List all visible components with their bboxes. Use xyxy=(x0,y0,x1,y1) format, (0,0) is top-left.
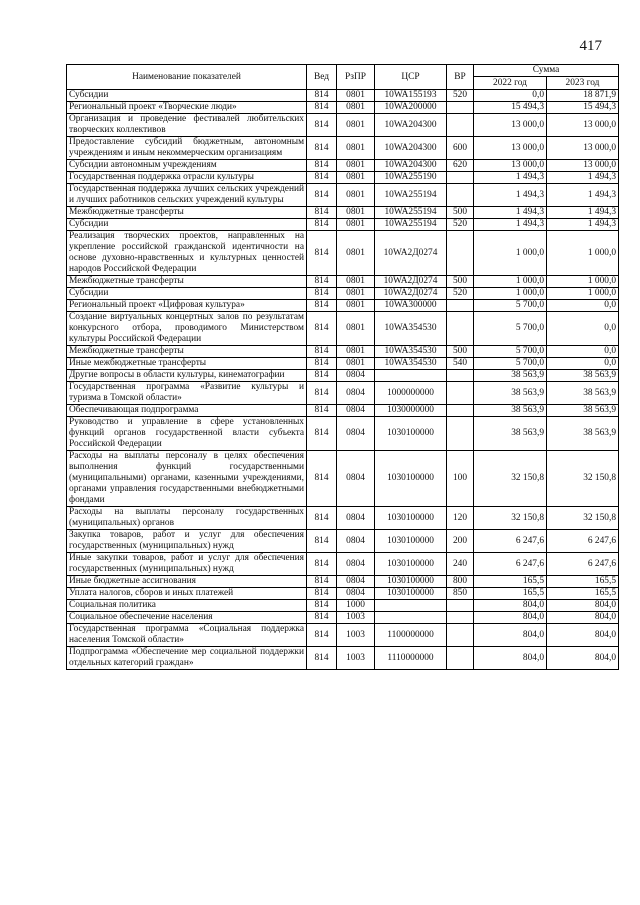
cell-2023: 13 000,0 xyxy=(547,137,619,160)
cell-name: Иные закупки товаров, работ и услуг для обеспечения государственных (муниципальных) нужд xyxy=(67,553,307,576)
cell-2022: 1 494,3 xyxy=(474,207,547,219)
cell-csr: 10WA155193 xyxy=(375,90,447,102)
cell-csr: 1100000000 xyxy=(375,624,447,647)
cell-csr: 1030100000 xyxy=(375,530,447,553)
cell-rzpr: 0801 xyxy=(337,312,375,346)
cell-2022: 804,0 xyxy=(474,600,547,612)
table-row xyxy=(67,184,619,207)
cell-ved: 814 xyxy=(307,600,337,612)
cell-2023: 0,0 xyxy=(547,346,619,358)
cell-2022: 5 700,0 xyxy=(474,300,547,312)
cell-name: Расходы на выплаты персоналу в целях обеспечения выполнения функций государственными (муниципальными) органами, казенными учреждениями, органами управления государственными внебюджетными фондами xyxy=(67,451,307,507)
cell-vr xyxy=(447,647,474,670)
cell-2023: 15 494,3 xyxy=(547,102,619,114)
cell-2022: 6 247,6 xyxy=(474,553,547,576)
table-header xyxy=(67,65,619,90)
cell-ved: 814 xyxy=(307,530,337,553)
cell-2022: 32 150,8 xyxy=(474,507,547,530)
budget-table xyxy=(66,64,619,670)
cell-vr: 520 xyxy=(447,219,474,231)
cell-rzpr: 1003 xyxy=(337,612,375,624)
cell-2022: 804,0 xyxy=(474,612,547,624)
cell-name: Уплата налогов, сборов и иных платежей xyxy=(67,588,307,600)
cell-name: Расходы на выплаты персоналу государственных (муниципальных) органов xyxy=(67,507,307,530)
table-row xyxy=(67,288,619,300)
cell-vr xyxy=(447,231,474,276)
cell-ved: 814 xyxy=(307,647,337,670)
cell-2023: 1 000,0 xyxy=(547,231,619,276)
header-year-2023: 2023 год xyxy=(547,77,619,90)
cell-rzpr: 0804 xyxy=(337,553,375,576)
cell-rzpr: 0801 xyxy=(337,172,375,184)
cell-vr xyxy=(447,102,474,114)
cell-csr xyxy=(375,370,447,382)
cell-csr: 10WA255194 xyxy=(375,207,447,219)
cell-2023: 38 563,9 xyxy=(547,417,619,451)
cell-ved: 814 xyxy=(307,90,337,102)
cell-2023: 804,0 xyxy=(547,647,619,670)
cell-csr: 10WA300000 xyxy=(375,300,447,312)
cell-2022: 15 494,3 xyxy=(474,102,547,114)
cell-rzpr: 0801 xyxy=(337,90,375,102)
header-rzpr: РзПР xyxy=(337,65,375,90)
cell-vr xyxy=(447,417,474,451)
cell-vr: 850 xyxy=(447,588,474,600)
cell-ved: 814 xyxy=(307,370,337,382)
cell-rzpr: 1000 xyxy=(337,600,375,612)
cell-vr: 100 xyxy=(447,451,474,507)
cell-name: Создание виртуальных концертных залов по результатам конкурсного отбора, проводимого Министерством культуры Российской Федерации xyxy=(67,312,307,346)
cell-ved: 814 xyxy=(307,172,337,184)
cell-csr: 1000000000 xyxy=(375,382,447,405)
cell-ved: 814 xyxy=(307,612,337,624)
cell-vr xyxy=(447,114,474,137)
cell-2023: 1 494,3 xyxy=(547,207,619,219)
header-year-2022: 2022 год xyxy=(474,77,547,90)
cell-2023: 804,0 xyxy=(547,624,619,647)
cell-vr xyxy=(447,370,474,382)
cell-2023: 1 494,3 xyxy=(547,219,619,231)
cell-vr: 200 xyxy=(447,530,474,553)
cell-rzpr: 0804 xyxy=(337,507,375,530)
table-body xyxy=(67,90,619,670)
cell-vr xyxy=(447,405,474,417)
cell-vr xyxy=(447,312,474,346)
cell-ved: 814 xyxy=(307,624,337,647)
cell-2022: 38 563,9 xyxy=(474,382,547,405)
table-row xyxy=(67,160,619,172)
cell-rzpr: 0801 xyxy=(337,184,375,207)
cell-rzpr: 1003 xyxy=(337,647,375,670)
table-row xyxy=(67,207,619,219)
table-row xyxy=(67,451,619,507)
table-row xyxy=(67,647,619,670)
table-row xyxy=(67,300,619,312)
cell-ved: 814 xyxy=(307,114,337,137)
cell-2023: 0,0 xyxy=(547,358,619,370)
cell-csr: 1110000000 xyxy=(375,647,447,670)
cell-2022: 13 000,0 xyxy=(474,114,547,137)
cell-rzpr: 0804 xyxy=(337,588,375,600)
table-row xyxy=(67,588,619,600)
cell-csr: 1030100000 xyxy=(375,588,447,600)
cell-csr: 1030100000 xyxy=(375,553,447,576)
table-row xyxy=(67,600,619,612)
cell-ved: 814 xyxy=(307,219,337,231)
cell-2022: 38 563,9 xyxy=(474,417,547,451)
cell-vr: 540 xyxy=(447,358,474,370)
cell-2023: 6 247,6 xyxy=(547,553,619,576)
cell-ved: 814 xyxy=(307,451,337,507)
cell-rzpr: 0801 xyxy=(337,219,375,231)
cell-name: Социальное обеспечение населения xyxy=(67,612,307,624)
cell-name: Субсидии xyxy=(67,288,307,300)
cell-2023: 38 563,9 xyxy=(547,370,619,382)
cell-name: Закупка товаров, работ и услуг для обеспечения государственных (муниципальных) нужд xyxy=(67,530,307,553)
cell-rzpr: 0801 xyxy=(337,160,375,172)
table-row xyxy=(67,276,619,288)
cell-vr xyxy=(447,382,474,405)
cell-vr xyxy=(447,184,474,207)
cell-ved: 814 xyxy=(307,358,337,370)
table-row xyxy=(67,312,619,346)
cell-2023: 0,0 xyxy=(547,312,619,346)
cell-ved: 814 xyxy=(307,102,337,114)
cell-vr: 120 xyxy=(447,507,474,530)
cell-ved: 814 xyxy=(307,160,337,172)
cell-2022: 1 494,3 xyxy=(474,172,547,184)
table-row xyxy=(67,553,619,576)
table-row xyxy=(67,530,619,553)
cell-name: Государственная программа «Развитие культуры и туризма в Томской области» xyxy=(67,382,307,405)
cell-vr: 500 xyxy=(447,207,474,219)
cell-name: Предоставление субсидий бюджетным, автономным учреждениям и иным некоммерческим организациям xyxy=(67,137,307,160)
cell-name: Региональный проект «Цифровая культура» xyxy=(67,300,307,312)
cell-rzpr: 0801 xyxy=(337,231,375,276)
cell-csr xyxy=(375,612,447,624)
cell-name: Государственная поддержка лучших сельских учреждений и лучших работников сельских учреждений культуры xyxy=(67,184,307,207)
cell-2023: 0,0 xyxy=(547,300,619,312)
cell-2022: 5 700,0 xyxy=(474,312,547,346)
cell-rzpr: 0804 xyxy=(337,576,375,588)
cell-vr: 620 xyxy=(447,160,474,172)
cell-csr: 1030100000 xyxy=(375,417,447,451)
cell-ved: 814 xyxy=(307,137,337,160)
table-row xyxy=(67,382,619,405)
cell-2023: 13 000,0 xyxy=(547,160,619,172)
cell-2023: 804,0 xyxy=(547,612,619,624)
cell-2022: 1 494,3 xyxy=(474,184,547,207)
table-row xyxy=(67,358,619,370)
cell-csr: 10WA255190 xyxy=(375,172,447,184)
table-row xyxy=(67,172,619,184)
cell-ved: 814 xyxy=(307,576,337,588)
cell-csr: 10WA255194 xyxy=(375,184,447,207)
cell-vr xyxy=(447,172,474,184)
cell-2022: 38 563,9 xyxy=(474,405,547,417)
cell-2022: 1 000,0 xyxy=(474,231,547,276)
cell-name: Межбюджетные трансферты xyxy=(67,276,307,288)
header-csr: ЦСР xyxy=(375,65,447,90)
cell-rzpr: 0801 xyxy=(337,288,375,300)
cell-ved: 814 xyxy=(307,288,337,300)
table-row xyxy=(67,370,619,382)
cell-2022: 1 494,3 xyxy=(474,219,547,231)
cell-vr xyxy=(447,300,474,312)
table-row xyxy=(67,137,619,160)
cell-name: Другие вопросы в области культуры, кинематографии xyxy=(67,370,307,382)
cell-ved: 814 xyxy=(307,553,337,576)
cell-2023: 32 150,8 xyxy=(547,507,619,530)
cell-ved: 814 xyxy=(307,312,337,346)
cell-2023: 1 494,3 xyxy=(547,172,619,184)
cell-2023: 38 563,9 xyxy=(547,382,619,405)
cell-2022: 1 000,0 xyxy=(474,288,547,300)
cell-vr: 520 xyxy=(447,288,474,300)
cell-ved: 814 xyxy=(307,346,337,358)
cell-2022: 0,0 xyxy=(474,90,547,102)
cell-rzpr: 0801 xyxy=(337,346,375,358)
cell-rzpr: 0801 xyxy=(337,114,375,137)
cell-ved: 814 xyxy=(307,417,337,451)
cell-rzpr: 0801 xyxy=(337,276,375,288)
cell-name: Субсидии xyxy=(67,219,307,231)
cell-2022: 6 247,6 xyxy=(474,530,547,553)
cell-name: Субсидии xyxy=(67,90,307,102)
cell-2023: 1 000,0 xyxy=(547,288,619,300)
cell-2022: 804,0 xyxy=(474,647,547,670)
cell-vr xyxy=(447,600,474,612)
cell-csr: 10WA354530 xyxy=(375,346,447,358)
cell-name: Региональный проект «Творческие люди» xyxy=(67,102,307,114)
table-row xyxy=(67,90,619,102)
header-ved: Вед xyxy=(307,65,337,90)
cell-rzpr: 0804 xyxy=(337,451,375,507)
cell-vr: 240 xyxy=(447,553,474,576)
cell-2023: 1 000,0 xyxy=(547,276,619,288)
cell-rzpr: 0801 xyxy=(337,300,375,312)
cell-csr: 10WA200000 xyxy=(375,102,447,114)
cell-name: Руководство и управление в сфере установленных функций органов государственной власти субъекта Российской Федерации xyxy=(67,417,307,451)
table-row xyxy=(67,624,619,647)
cell-2023: 165,5 xyxy=(547,576,619,588)
cell-csr: 10WA2Д0274 xyxy=(375,276,447,288)
cell-rzpr: 0801 xyxy=(337,358,375,370)
cell-csr: 10WA2Д0274 xyxy=(375,231,447,276)
cell-rzpr: 0804 xyxy=(337,405,375,417)
header-sum: Сумма xyxy=(474,65,619,77)
cell-csr: 10WA204300 xyxy=(375,160,447,172)
cell-csr: 1030100000 xyxy=(375,576,447,588)
table-row xyxy=(67,114,619,137)
table-row xyxy=(67,219,619,231)
cell-rzpr: 0801 xyxy=(337,207,375,219)
cell-ved: 814 xyxy=(307,382,337,405)
cell-2022: 5 700,0 xyxy=(474,346,547,358)
page-number: 417 xyxy=(579,38,602,54)
cell-ved: 814 xyxy=(307,507,337,530)
table-row xyxy=(67,231,619,276)
cell-csr: 10WA204300 xyxy=(375,137,447,160)
cell-name: Реализация творческих проектов, направленных на укрепление российской гражданской идентичности на основе духовно-нравственных и культурных ценностей народов Российской Федерации xyxy=(67,231,307,276)
cell-2023: 18 871,9 xyxy=(547,90,619,102)
cell-vr: 500 xyxy=(447,276,474,288)
table-row xyxy=(67,346,619,358)
cell-2022: 165,5 xyxy=(474,588,547,600)
cell-ved: 814 xyxy=(307,184,337,207)
cell-name: Субсидии автономным учреждениям xyxy=(67,160,307,172)
cell-2022: 165,5 xyxy=(474,576,547,588)
header-vr: ВР xyxy=(447,65,474,90)
cell-2023: 165,5 xyxy=(547,588,619,600)
cell-rzpr: 0804 xyxy=(337,370,375,382)
cell-2022: 1 000,0 xyxy=(474,276,547,288)
cell-2022: 5 700,0 xyxy=(474,358,547,370)
cell-vr: 520 xyxy=(447,90,474,102)
cell-rzpr: 0801 xyxy=(337,102,375,114)
cell-2022: 32 150,8 xyxy=(474,451,547,507)
cell-ved: 814 xyxy=(307,207,337,219)
cell-csr xyxy=(375,600,447,612)
cell-csr: 1030100000 xyxy=(375,451,447,507)
table-row xyxy=(67,405,619,417)
cell-2023: 13 000,0 xyxy=(547,114,619,137)
cell-2022: 804,0 xyxy=(474,624,547,647)
cell-vr: 600 xyxy=(447,137,474,160)
table-row xyxy=(67,102,619,114)
cell-csr: 1030000000 xyxy=(375,405,447,417)
header-name: Наименование показателей xyxy=(67,65,307,90)
cell-vr: 800 xyxy=(447,576,474,588)
table-row xyxy=(67,612,619,624)
cell-ved: 814 xyxy=(307,588,337,600)
cell-2023: 38 563,9 xyxy=(547,405,619,417)
cell-ved: 814 xyxy=(307,231,337,276)
cell-rzpr: 0804 xyxy=(337,382,375,405)
cell-name: Государственная программа «Социальная поддержка населения Томской области» xyxy=(67,624,307,647)
cell-csr: 10WA354530 xyxy=(375,312,447,346)
cell-csr: 10WA255194 xyxy=(375,219,447,231)
cell-rzpr: 0801 xyxy=(337,137,375,160)
table-row xyxy=(67,417,619,451)
cell-name: Иные межбюджетные трансферты xyxy=(67,358,307,370)
cell-rzpr: 0804 xyxy=(337,530,375,553)
cell-csr: 10WA2Д0274 xyxy=(375,288,447,300)
cell-vr xyxy=(447,612,474,624)
cell-2023: 1 494,3 xyxy=(547,184,619,207)
cell-2023: 32 150,8 xyxy=(547,451,619,507)
cell-ved: 814 xyxy=(307,405,337,417)
cell-name: Иные бюджетные ассигнования xyxy=(67,576,307,588)
cell-vr xyxy=(447,624,474,647)
cell-name: Межбюджетные трансферты xyxy=(67,346,307,358)
cell-rzpr: 1003 xyxy=(337,624,375,647)
table-row xyxy=(67,507,619,530)
cell-2022: 13 000,0 xyxy=(474,160,547,172)
cell-name: Организация и проведение фестивалей любительских творческих коллективов xyxy=(67,114,307,137)
cell-rzpr: 0804 xyxy=(337,417,375,451)
cell-name: Социальная политика xyxy=(67,600,307,612)
cell-csr: 10WA204300 xyxy=(375,114,447,137)
cell-name: Межбюджетные трансферты xyxy=(67,207,307,219)
table-row xyxy=(67,576,619,588)
cell-name: Государственная поддержка отрасли культуры xyxy=(67,172,307,184)
cell-2022: 38 563,9 xyxy=(474,370,547,382)
cell-vr: 500 xyxy=(447,346,474,358)
cell-ved: 814 xyxy=(307,276,337,288)
cell-2023: 804,0 xyxy=(547,600,619,612)
cell-name: Подпрограмма «Обеспечение мер социальной поддержки отдельных категорий граждан» xyxy=(67,647,307,670)
cell-2023: 6 247,6 xyxy=(547,530,619,553)
cell-csr: 1030100000 xyxy=(375,507,447,530)
cell-ved: 814 xyxy=(307,300,337,312)
cell-name: Обеспечивающая подпрограмма xyxy=(67,405,307,417)
cell-csr: 10WA354530 xyxy=(375,358,447,370)
cell-2022: 13 000,0 xyxy=(474,137,547,160)
